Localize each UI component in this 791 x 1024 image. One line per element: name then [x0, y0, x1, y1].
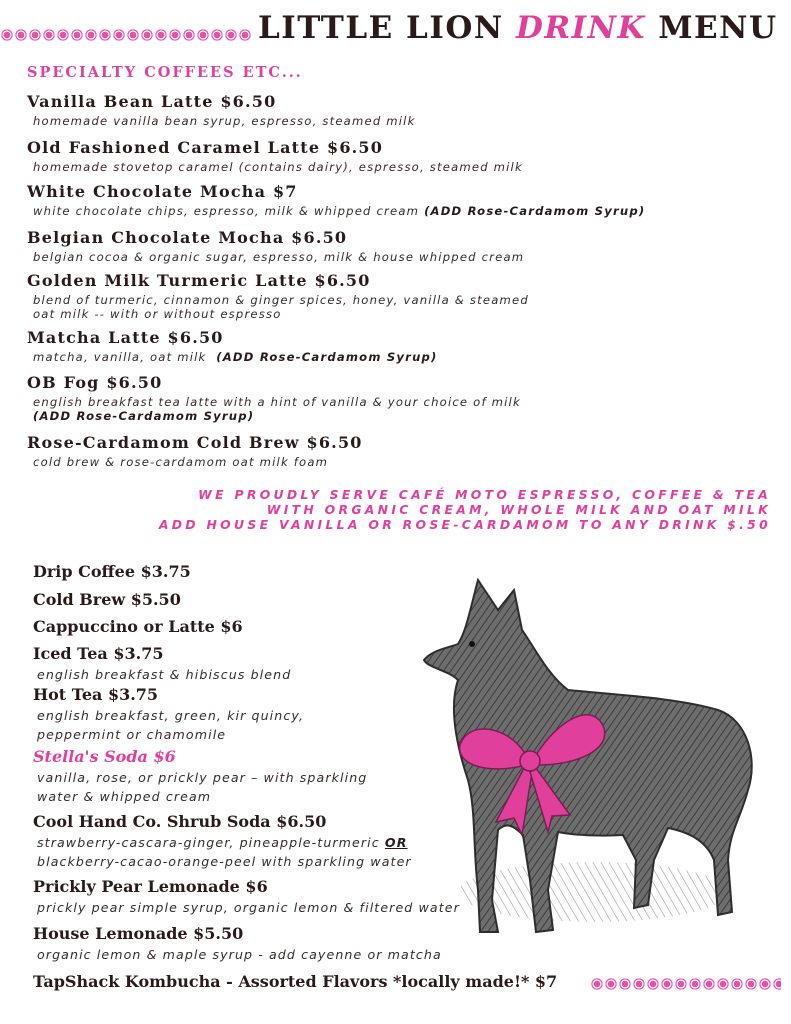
menu-item — [27, 373, 521, 423]
item-description: organic lemon & maple syrup - add cayenne or matcha — [37, 947, 442, 962]
menu-item — [33, 877, 460, 917]
espresso-notice: WE PROUDLY SERVE CAFÉ MOTO ESPRESSO, COFFEE & TEA WITH ORGANIC CREAM, WHOLE MILK AND OAT MILK ADD HOUSE VANILLA OR ROSE-CARDAMOM TO ANY DRINK $.50 — [158, 487, 771, 532]
item-description: english breakfast, green, kir quincy, — [37, 708, 305, 723]
item-description: strawberry-cascara-ginger, pineapple-turmeric OR — [37, 835, 408, 850]
item-description: cold brew & rose-cardamom oat milk foam — [33, 455, 329, 469]
item-description-line2 — [33, 409, 521, 423]
item-description: blend of turmeric, cinnamon & ginger spices, honey, vanilla & steamed — [33, 293, 529, 307]
item-name: Matcha Latte $6.50 — [27, 328, 224, 347]
item-name: Belgian Chocolate Mocha $6.50 — [27, 228, 348, 247]
add-syrup-note: (ADD Rose-Cardamom Syrup) — [216, 350, 438, 364]
item-name: White Chocolate Mocha $7 — [27, 182, 298, 201]
menu-item — [33, 562, 191, 581]
item-name: Iced Tea $3.75 — [33, 644, 164, 663]
menu-item — [27, 271, 529, 321]
menu-item — [27, 433, 363, 469]
menu-item — [27, 228, 524, 264]
item-name: Cold Brew $5.50 — [33, 590, 181, 609]
lace-border-bottom — [590, 977, 781, 991]
menu-item — [27, 92, 416, 128]
item-description: belgian cocoa & organic sugar, espresso, milk & house whipped cream — [33, 250, 525, 264]
item-name: TapShack Kombucha - Assorted Flavors *locally made!* $7 — [33, 972, 558, 991]
item-description: white chocolate chips, espresso, milk & whipped cream (ADD Rose-Cardamom Syrup) — [33, 204, 646, 218]
item-description: matcha, vanilla, oat milk (ADD Rose-Cardamom Syrup) — [33, 350, 438, 364]
item-description-line2: oat milk -- with or without espresso — [33, 307, 282, 321]
item-name: Vanilla Bean Latte $6.50 — [27, 92, 277, 111]
menu-item — [33, 972, 557, 991]
lace-border-top — [0, 28, 252, 42]
item-description: english breakfast tea latte with a hint of vanilla & your choice of milk — [33, 395, 521, 409]
item-description: homemade vanilla bean syrup, espresso, steamed milk — [33, 114, 416, 128]
item-name: Prickly Pear Lemonade $6 — [33, 877, 268, 896]
menu-item — [33, 644, 291, 684]
add-syrup-note: (ADD Rose-Cardamom Syrup) — [424, 204, 646, 218]
item-description-line2: blackberry-cacao-orange-peel with sparkling water — [37, 854, 412, 869]
menu-item — [27, 138, 523, 174]
menu-title: LITTLE LION DRINK MENU — [258, 10, 778, 46]
item-name: Cool Hand Co. Shrub Soda $6.50 — [33, 812, 327, 831]
item-name: Cappuccino or Latte $6 — [33, 617, 243, 636]
menu-item — [27, 328, 438, 364]
specialty-heading: SPECIALTY COFFEES ETC... — [27, 64, 303, 81]
item-description: english breakfast & hibiscus blend — [37, 667, 292, 682]
dog-with-pink-bow-icon — [418, 560, 758, 940]
item-name: Rose-Cardamom Cold Brew $6.50 — [27, 433, 363, 452]
menu-item — [33, 924, 442, 964]
item-name: Old Fashioned Caramel Latte $6.50 — [27, 138, 384, 157]
menu-item — [33, 590, 181, 609]
menu-item — [33, 685, 304, 744]
menu-item — [33, 747, 367, 806]
item-name: Stella's Soda $6 — [33, 747, 176, 766]
item-description-line2: water & whipped cream — [37, 789, 212, 804]
item-description-line2: peppermint or chamomile — [37, 727, 227, 742]
or-separator: OR — [384, 835, 408, 850]
menu-item — [33, 617, 243, 636]
item-description: vanilla, rose, or prickly pear – with sparkling — [37, 770, 368, 785]
add-syrup-note: (ADD Rose-Cardamom Syrup) — [33, 409, 255, 423]
item-name: Golden Milk Turmeric Latte $6.50 — [27, 271, 371, 290]
item-description: prickly pear simple syrup, organic lemon & filtered water — [37, 900, 460, 915]
item-name: OB Fog $6.50 — [27, 373, 163, 392]
menu-item — [27, 182, 645, 218]
item-name: Hot Tea $3.75 — [33, 685, 159, 704]
menu-item — [33, 812, 412, 871]
item-name: Drip Coffee $3.75 — [33, 562, 191, 581]
item-description: homemade stovetop caramel (contains dairy), espresso, steamed milk — [33, 160, 523, 174]
item-name: House Lemonade $5.50 — [33, 924, 244, 943]
